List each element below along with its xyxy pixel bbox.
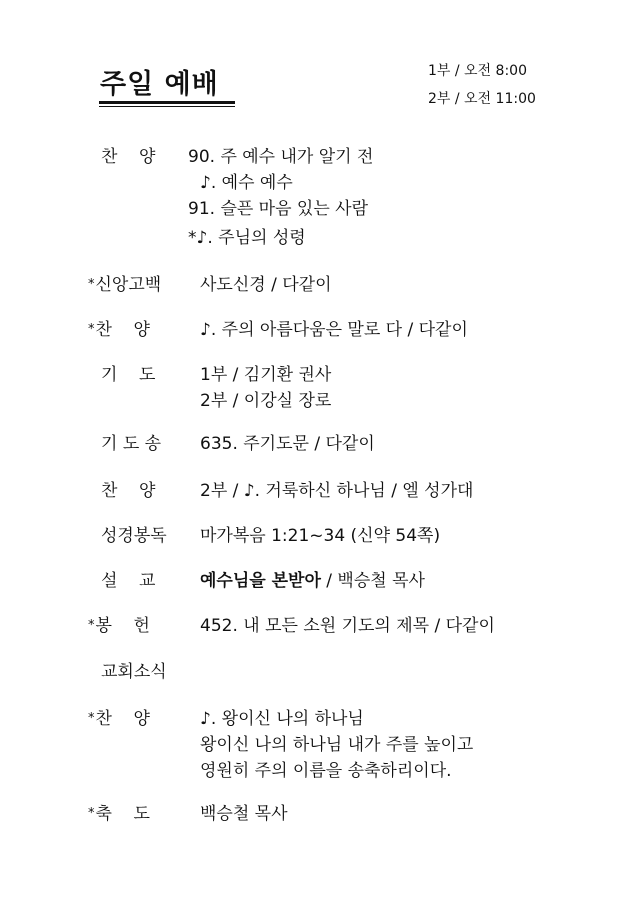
order-label: 찬 양 xyxy=(101,147,156,167)
service-time-2: 2부 / 오전 11:00 xyxy=(428,91,536,107)
order-content xyxy=(200,431,375,457)
service-times xyxy=(428,60,536,116)
order-line: 2부 / 이강실 장로 xyxy=(200,391,332,411)
order-line: 1부 / 김기환 권사 xyxy=(200,365,332,385)
order-line: ♪. 예수 예수 xyxy=(200,173,293,193)
order-label: 기 도 xyxy=(101,365,156,385)
order-label: *신앙고백 xyxy=(88,275,162,295)
order-label: 찬 양 xyxy=(101,481,156,501)
order-label: *찬 양 xyxy=(88,320,150,340)
order-label: 성경봉독 xyxy=(101,526,167,546)
star-mark: * xyxy=(88,322,95,337)
order-line: 사도신경 / 다같이 xyxy=(200,275,332,295)
star-mark: * xyxy=(88,806,95,821)
order-label: *찬 양 xyxy=(88,709,150,729)
order-content xyxy=(200,272,332,298)
sermon-preacher: / 백승철 목사 xyxy=(320,571,425,591)
order-label: 기 도 송 xyxy=(101,434,162,454)
star-mark: * xyxy=(88,711,95,726)
sermon-title: 예수님을 본받아 xyxy=(200,571,321,591)
order-line: 2부 / ♪. 거룩하신 하나님 / 엘 성가대 xyxy=(200,481,474,501)
order-label: 교회소식 xyxy=(101,662,167,682)
order-content xyxy=(200,613,495,639)
order-content xyxy=(200,706,473,784)
order-content xyxy=(200,362,331,414)
order-line: 왕이신 나의 하나님 내가 주를 높이고 xyxy=(200,735,474,755)
order-line: 91. 슬픈 마음 있는 사람 xyxy=(188,199,369,219)
order-label: *축 도 xyxy=(88,804,150,824)
service-time-1: 1부 / 오전 8:00 xyxy=(428,63,527,79)
order-content xyxy=(200,478,473,504)
order-line: 452. 내 모든 소원 기도의 제목 / 다같이 xyxy=(200,616,495,636)
order-line: ♪. 주의 아름다움은 말로 다 / 다같이 xyxy=(200,320,468,340)
order-line: 마가복음 1:21~34 (신약 54쪽) xyxy=(200,526,441,546)
title-underline xyxy=(99,101,235,107)
order-line xyxy=(200,568,425,594)
order-label: 설 교 xyxy=(101,571,156,591)
order-line: 90. 주 예수 내가 알기 전 xyxy=(188,147,374,167)
page-title: 주일 예배 xyxy=(100,69,219,100)
order-line: ♪. 왕이신 나의 하나님 xyxy=(200,709,364,729)
order-content xyxy=(200,523,440,549)
order-label: *봉 헌 xyxy=(88,616,150,636)
order-line: 635. 주기도문 / 다같이 xyxy=(200,434,375,454)
star-mark: * xyxy=(88,277,95,292)
star-mark: * xyxy=(88,618,95,633)
order-content xyxy=(200,317,468,343)
order-line: *♪. 주님의 성령 xyxy=(188,228,306,248)
order-line: 영원히 주의 이름을 송축하리이다. xyxy=(200,761,452,781)
order-content xyxy=(200,568,425,594)
order-line: 백승철 목사 xyxy=(200,804,288,824)
order-content xyxy=(200,801,288,827)
order-content xyxy=(188,144,373,254)
